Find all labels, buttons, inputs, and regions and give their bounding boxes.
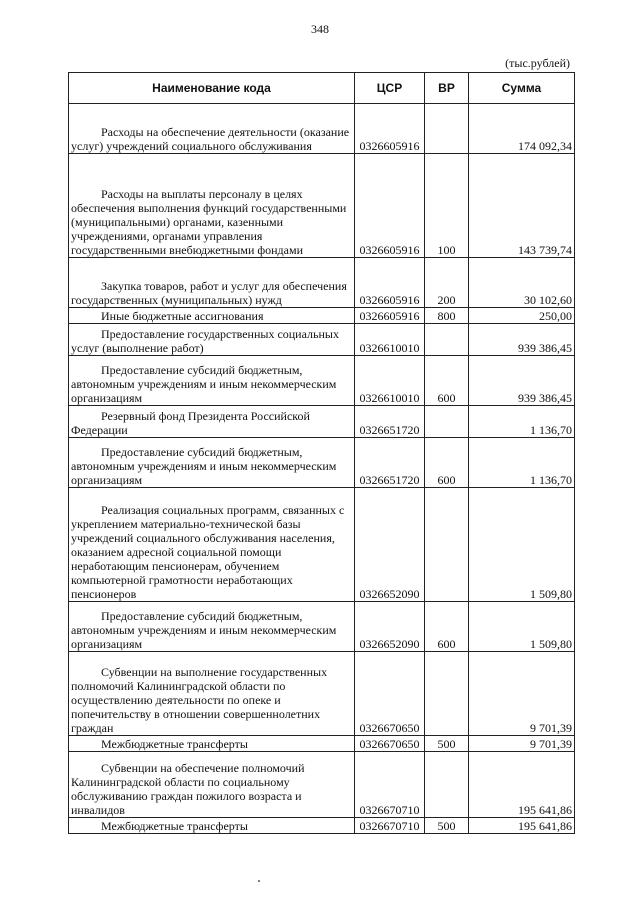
row-vr bbox=[425, 652, 469, 736]
row-vr: 600 bbox=[425, 356, 469, 406]
row-sum: 143 739,74 bbox=[469, 154, 575, 258]
row-vr: 100 bbox=[425, 154, 469, 258]
row-vr bbox=[425, 488, 469, 602]
row-sum: 9 701,39 bbox=[469, 652, 575, 736]
row-name: Субвенции на выполнение государственных полномочий Калининградской области по осуществлению деятельности по опеке и попечительству в отношении совершеннолетних граждан bbox=[69, 652, 355, 736]
row-vr: 800 bbox=[425, 308, 469, 324]
table-row bbox=[69, 736, 575, 752]
table-row bbox=[69, 752, 575, 818]
row-sum: 1 136,70 bbox=[469, 406, 575, 438]
table-row bbox=[69, 154, 575, 258]
row-csr: 0326670710 bbox=[355, 818, 425, 834]
header-name: Наименование кода bbox=[69, 73, 355, 104]
table-row bbox=[69, 356, 575, 406]
row-name: Межбюджетные трансферты bbox=[69, 736, 355, 752]
table-header-row bbox=[69, 73, 575, 104]
row-vr: 500 bbox=[425, 736, 469, 752]
row-csr: 0326670710 bbox=[355, 752, 425, 818]
scan-dot bbox=[258, 880, 260, 882]
row-name: Межбюджетные трансферты bbox=[69, 818, 355, 834]
header-vr: ВР bbox=[425, 73, 469, 104]
row-vr bbox=[425, 104, 469, 154]
table-row bbox=[69, 258, 575, 308]
row-name: Расходы на выплаты персоналу в целях обеспечения выполнения функций государственными (муниципальными) органами, казенными учреждениями, органами управления государственными внебюджетными фондами bbox=[69, 154, 355, 258]
row-sum: 195 641,86 bbox=[469, 818, 575, 834]
row-name: Реализация социальных программ, связанных с укреплением материально-технической базы учреждений социального обслуживания населения, оказанием адресной социальной помощи неработающим пенсионерам, обучением компьютерной грамотности неработающих пенсионеров bbox=[69, 488, 355, 602]
row-sum: 174 092,34 bbox=[469, 104, 575, 154]
row-sum: 30 102,60 bbox=[469, 258, 575, 308]
header-csr: ЦСР bbox=[355, 73, 425, 104]
units-label: (тыс.рублей) bbox=[505, 56, 570, 70]
row-csr: 0326605916 bbox=[355, 104, 425, 154]
row-csr: 0326610010 bbox=[355, 356, 425, 406]
row-sum: 1 509,80 bbox=[469, 602, 575, 652]
page-number: 348 bbox=[311, 22, 329, 36]
table-row bbox=[69, 324, 575, 356]
row-csr: 0326670650 bbox=[355, 652, 425, 736]
row-name: Предоставление субсидий бюджетным, автономным учреждениям и иным некоммерческим организациям bbox=[69, 438, 355, 488]
row-name: Предоставление субсидий бюджетным, автономным учреждениям и иным некоммерческим организациям bbox=[69, 602, 355, 652]
table-row bbox=[69, 652, 575, 736]
row-csr: 0326610010 bbox=[355, 324, 425, 356]
row-name: Расходы на обеспечение деятельности (оказание услуг) учреждений социального обслуживания bbox=[69, 104, 355, 154]
row-sum: 939 386,45 bbox=[469, 324, 575, 356]
row-vr bbox=[425, 406, 469, 438]
table-row bbox=[69, 818, 575, 834]
table-row bbox=[69, 488, 575, 602]
row-name: Резервный фонд Президента Российской Федерации bbox=[69, 406, 355, 438]
row-vr bbox=[425, 324, 469, 356]
row-csr: 0326605916 bbox=[355, 154, 425, 258]
row-csr: 0326605916 bbox=[355, 258, 425, 308]
row-csr: 0326652090 bbox=[355, 602, 425, 652]
row-vr: 200 bbox=[425, 258, 469, 308]
row-name: Предоставление государственных социальных услуг (выполнение работ) bbox=[69, 324, 355, 356]
row-vr bbox=[425, 752, 469, 818]
row-csr: 0326651720 bbox=[355, 438, 425, 488]
header-sum: Сумма bbox=[469, 73, 575, 104]
row-name: Закупка товаров, работ и услуг для обеспечения государственных (муниципальных) нужд bbox=[69, 258, 355, 308]
table-row bbox=[69, 406, 575, 438]
row-sum: 9 701,39 bbox=[469, 736, 575, 752]
row-sum: 250,00 bbox=[469, 308, 575, 324]
table-row bbox=[69, 602, 575, 652]
row-sum: 939 386,45 bbox=[469, 356, 575, 406]
row-csr: 0326670650 bbox=[355, 736, 425, 752]
row-name: Иные бюджетные ассигнования bbox=[69, 308, 355, 324]
row-vr: 600 bbox=[425, 438, 469, 488]
row-csr: 0326605916 bbox=[355, 308, 425, 324]
row-sum: 1 509,80 bbox=[469, 488, 575, 602]
row-name: Субвенции на обеспечение полномочий Калининградской области по социальному обслуживанию граждан пожилого возраста и инвалидов bbox=[69, 752, 355, 818]
budget-table bbox=[68, 72, 575, 834]
table-row bbox=[69, 438, 575, 488]
row-name: Предоставление субсидий бюджетным, автономным учреждениям и иным некоммерческим организациям bbox=[69, 356, 355, 406]
table-row bbox=[69, 104, 575, 154]
row-sum: 1 136,70 bbox=[469, 438, 575, 488]
row-vr: 500 bbox=[425, 818, 469, 834]
table-row bbox=[69, 308, 575, 324]
row-vr: 600 bbox=[425, 602, 469, 652]
row-csr: 0326651720 bbox=[355, 406, 425, 438]
row-sum: 195 641,86 bbox=[469, 752, 575, 818]
row-csr: 0326652090 bbox=[355, 488, 425, 602]
